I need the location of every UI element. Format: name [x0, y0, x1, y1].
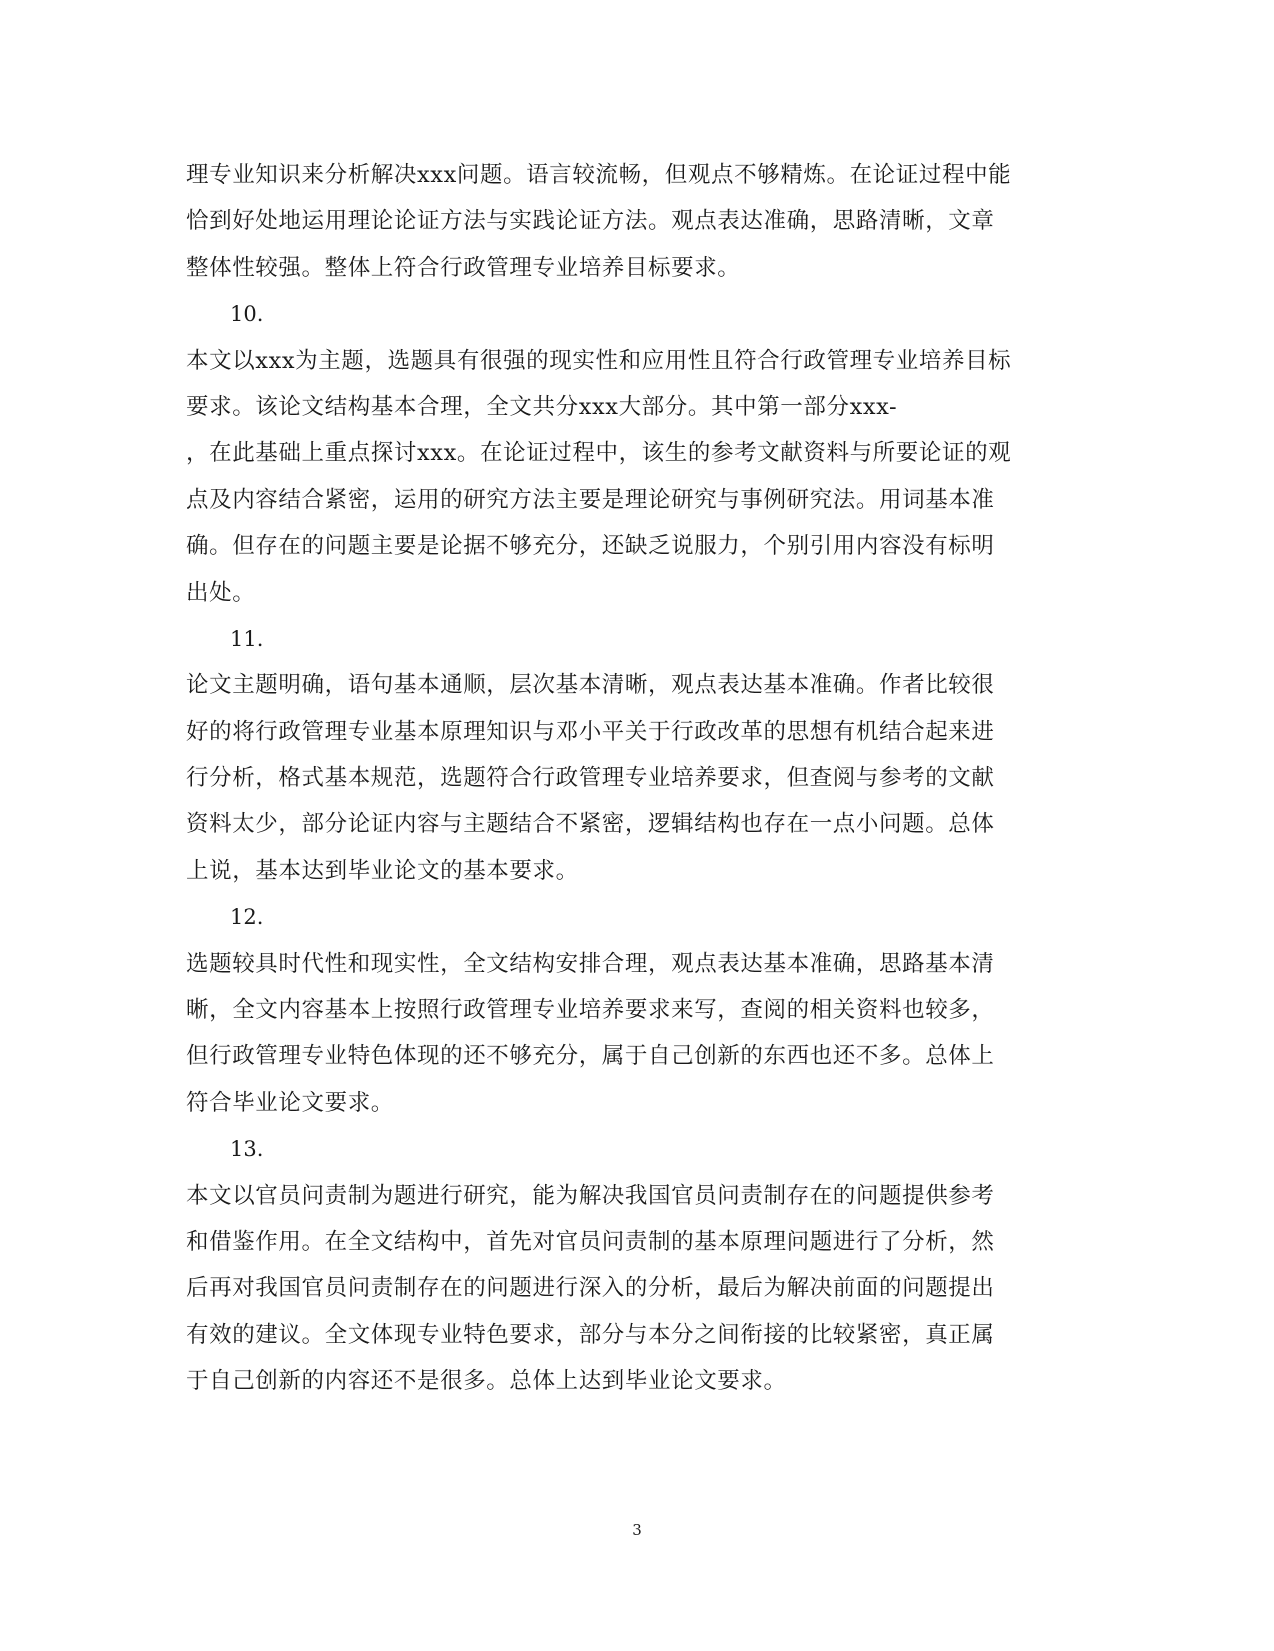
text-line: 论文主题明确，语句基本通顺，层次基本清晰，观点表达基本准确。作者比较很	[186, 672, 995, 699]
text-line: 出处。	[186, 579, 256, 606]
text-line: 后再对我国官员问责制存在的问题进行深入的分析，最后为解决前面的问题提出	[186, 1275, 995, 1302]
text-line: 符合毕业论文要求。	[186, 1089, 394, 1116]
text-line: 确。但存在的问题主要是论据不够充分，还缺乏说服力，个别引用内容没有标明	[186, 533, 995, 560]
item-number: 12.	[230, 905, 264, 930]
text-line: 资料太少，部分论证内容与主题结合不紧密，逻辑结构也存在一点小问题。总体	[186, 811, 995, 838]
item-number: 10.	[230, 302, 264, 327]
text-line: 但行政管理专业特色体现的还不够充分，属于自己创新的东西也还不多。总体上	[186, 1043, 995, 1070]
text-line: 选题较具时代性和现实性，全文结构安排合理，观点表达基本准确，思路基本清	[186, 950, 995, 977]
text-line: ，在此基础上重点探讨xxx。在论证过程中，该生的参考文献资料与所要论证的观	[186, 440, 1012, 467]
text-line: 于自己创新的内容还不是很多。总体上达到毕业论文要求。	[186, 1368, 787, 1395]
text-line: 理专业知识来分析解决xxx问题。语言较流畅，但观点不够精炼。在论证过程中能	[186, 162, 1012, 188]
text-line: 行分析，格式基本规范，选题符合行政管理专业培养要求，但查阅与参考的文献	[186, 765, 995, 792]
text-line: 点及内容结合紧密，运用的研究方法主要是理论研究与事例研究法。用词基本准	[186, 486, 995, 513]
text-line: 上说，基本达到毕业论文的基本要求。	[186, 857, 579, 884]
item-number: 11.	[230, 626, 264, 651]
text-line: 整体性较强。整体上符合行政管理专业培养目标要求。	[186, 254, 741, 281]
text-line: 本文以xxx为主题，选题具有很强的现实性和应用性且符合行政管理专业培养目标	[186, 347, 1012, 374]
text-line: 有效的建议。全文体现专业特色要求，部分与本分之间衔接的比较紧密，真正属	[186, 1321, 995, 1348]
text-line: 晰，全文内容基本上按照行政管理专业培养要求来写，查阅的相关资料也较多，	[186, 997, 995, 1024]
text-line: 恰到好处地运用理论论证方法与实践论证方法。观点表达准确，思路清晰，文章	[186, 208, 995, 235]
document-body	[186, 152, 1086, 1405]
text-line: 本文以官员问责制为题进行研究，能为解决我国官员问责制存在的问题提供参考	[186, 1182, 995, 1209]
text-line: 和借鉴作用。在全文结构中，首先对官员问责制的基本原理问题进行了分析，然	[186, 1228, 995, 1255]
page-number: 3	[632, 1521, 642, 1539]
item-number: 13.	[230, 1137, 264, 1162]
text-line: 要求。该论文结构基本合理，全文共分xxx大部分。其中第一部分xxx-	[186, 393, 898, 420]
text-line: 好的将行政管理专业基本原理知识与邓小平关于行政改革的思想有机结合起来进	[186, 718, 995, 745]
